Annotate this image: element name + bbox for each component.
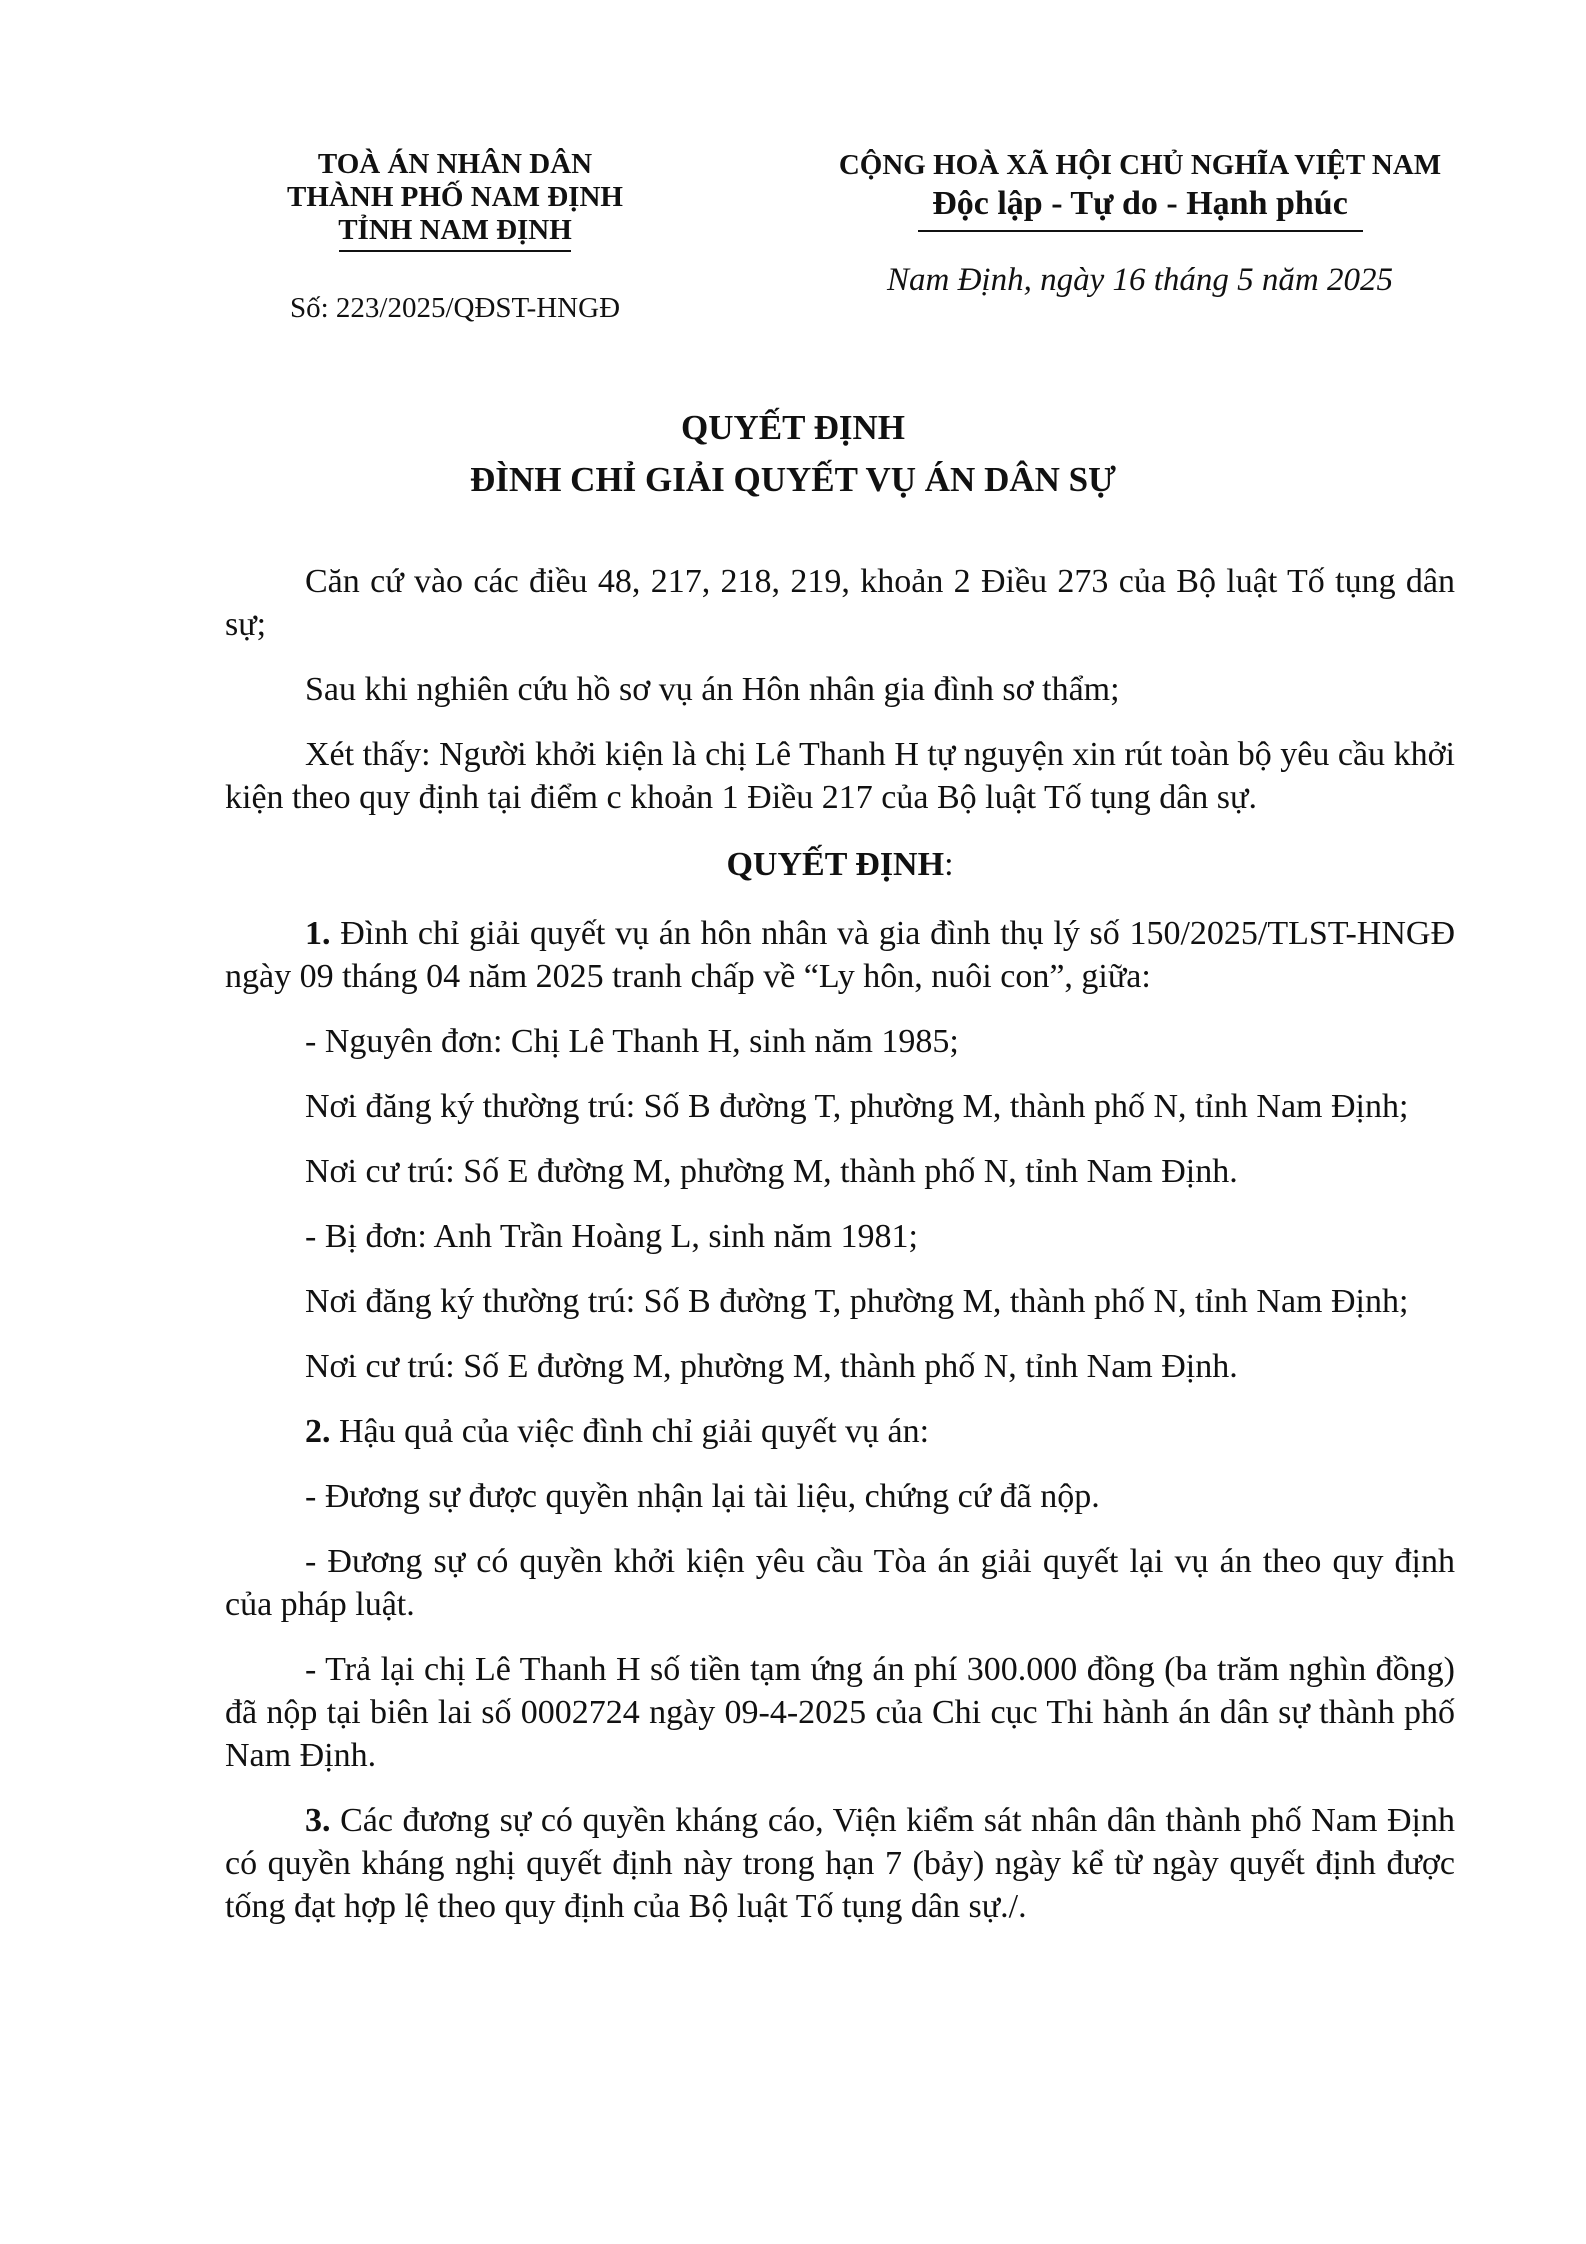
decision-item-2 [225,1410,1455,1453]
plaintiff-residence: Nơi cư trú: Số E đường M, phường M, thành phố N, tỉnh Nam Định. [305,1153,1238,1190]
document-body [225,560,1455,1950]
plaintiff-line: - Nguyên đơn: Chị Lê Thanh H, sinh năm 1985; [305,1023,959,1060]
decision-item-1 [225,912,1455,998]
document-subtitle: ĐÌNH CHỈ GIẢI QUYẾT VỤ ÁN DÂN SỰ [470,460,1116,499]
plaintiff-registered-address: Nơi đăng ký thường trú: Số B đường T, phường M, thành phố N, tỉnh Nam Định; [305,1088,1409,1125]
court-name: TOÀ ÁN NHÂN DÂN [317,148,593,180]
item-3-number: 3. [305,1802,331,1839]
header-left-divider [339,250,571,252]
item-1-text: Đình chỉ giải quyết vụ án hôn nhân và gia đình thụ lý số 150/2025/TLST-HNGĐ ngày 09 tháng 04 năm 2025 tranh chấp về “Ly hôn, nuôi con”, giữa: [225,915,1455,995]
consequence-fee-refund: - Trả lại chị Lê Thanh H số tiền tạm ứng án phí 300.000 đồng (ba trăm nghìn đồng) đã nộp tại biên lai số 0002724 ngày 09-4-2025 của Chi cục Thi hành án dân sự thành phố Nam Định. [225,1651,1455,1774]
place-and-date: Nam Định, ngày 16 tháng 5 năm 2025 [887,262,1393,298]
decision-item-3 [225,1799,1455,1928]
finding-paragraph: Xét thấy: Người khởi kiện là chị Lê Thanh H tự nguyện xin rút toàn bộ yêu cầu khởi kiện theo quy định tại điểm c khoản 1 Điều 217 của Bộ luật Tố tụng dân sự. [225,736,1455,816]
consequence-refile: - Đương sự có quyền khởi kiện yêu cầu Tòa án giải quyết lại vụ án theo quy định của pháp luật. [225,1543,1455,1623]
item-2-text: Hậu quả của việc đình chỉ giải quyết vụ án: [330,1413,930,1450]
issuing-court-header [210,148,700,252]
consequence-documents: - Đương sự được quyền nhận lại tài liệu, chứng cứ đã nộp. [305,1478,1100,1515]
document-title: QUYẾT ĐỊNH [681,408,905,447]
item-2-number: 2. [305,1413,331,1450]
case-review-paragraph: Sau khi nghiên cứu hồ sơ vụ án Hôn nhân gia đình sơ thẩm; [305,671,1120,708]
national-motto: Độc lập - Tự do - Hạnh phúc [932,185,1348,222]
item-3-text: Các đương sự có quyền kháng cáo, Viện kiểm sát nhân dân thành phố Nam Định có quyền kháng nghị quyết định này trong hạn 7 (bảy) ngày kể từ ngày quyết định được tống đạt hợp lệ theo quy định của Bộ luật Tố tụng dân sự./. [225,1802,1455,1925]
document-number: Số: 223/2025/QĐST-HNGĐ [289,292,621,324]
legal-basis-paragraph: Căn cứ vào các điều 48, 217, 218, 219, khoản 2 Điều 273 của Bộ luật Tố tụng dân sự; [225,563,1455,643]
court-province: TỈNH NAM ĐỊNH [338,214,572,246]
defendant-registered-address: Nơi đăng ký thường trú: Số B đường T, phường M, thành phố N, tỉnh Nam Định; [305,1283,1409,1320]
defendant-residence: Nơi cư trú: Số E đường M, phường M, thành phố N, tỉnh Nam Định. [305,1348,1238,1385]
court-city: THÀNH PHỐ NAM ĐỊNH [287,181,623,213]
defendant-line: - Bị đơn: Anh Trần Hoàng L, sinh năm 1981; [305,1218,918,1255]
decision-heading-label: QUYẾT ĐỊNH [726,846,945,883]
item-1-number: 1. [305,915,331,952]
decision-heading [225,843,1455,886]
header-right-divider [918,230,1363,232]
country-name: CỘNG HOÀ XÃ HỘI CHỦ NGHĨA VIỆT NAM [838,149,1442,181]
national-header [770,148,1510,232]
decision-heading-colon: : [944,846,954,883]
